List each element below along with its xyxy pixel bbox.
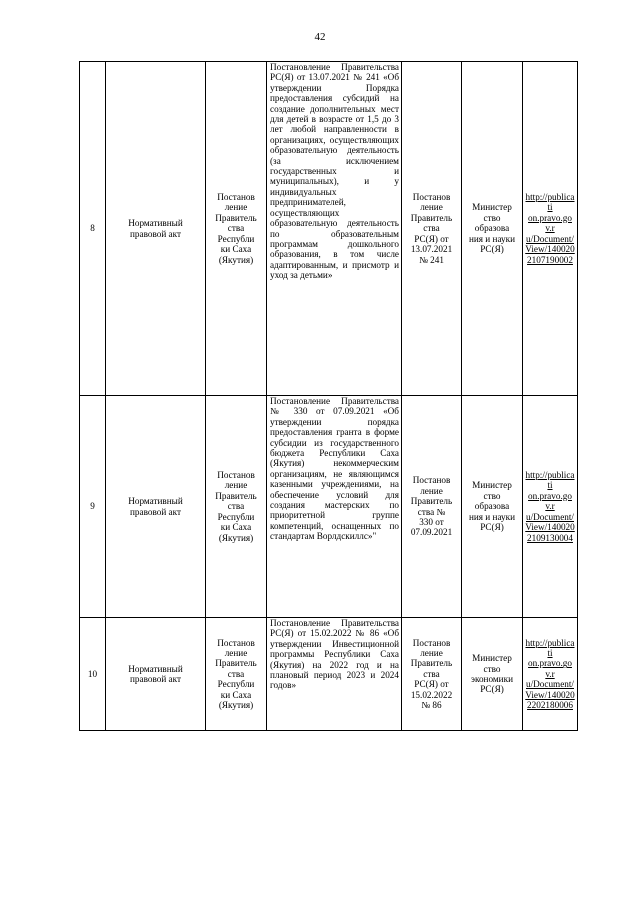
act-link-cell xyxy=(523,618,578,731)
act-type: Нормативный правовой акт xyxy=(106,396,206,618)
act-link[interactable]: http://publicati on.pravo.gov.r u/Document/ View/140020 2107190002 xyxy=(525,192,575,265)
table-row xyxy=(80,618,578,731)
responsible-ministry: Министер ство образова ния и науки РС(Я) xyxy=(462,396,523,618)
act-description: Постановление Правительства № 330 от 07.09.2021 «Об утверждении порядка предоставления гранта в форме субсидии из государственного бюджета Республики Саха (Якутия) некоммерческим организациям, не являющимся казенными учреждениями, на обеспечение условий для создания мастерских по приоритетной группе компетенций, оснащенных по стандартам Ворлдскиллс»" xyxy=(267,396,402,618)
table-row xyxy=(80,396,578,618)
act-form: Постанов ление Правитель ства Республи ки Саха (Якутия) xyxy=(206,62,267,396)
act-form: Постанов ление Правитель ства Республи ки Саха (Якутия) xyxy=(206,618,267,731)
act-document: Постанов ление Правитель ства № 330 от 07.09.2021 xyxy=(402,396,462,618)
row-number: 9 xyxy=(80,396,106,618)
act-link[interactable]: http://publicati on.pravo.gov.r u/Document/ View/140020 2202180006 xyxy=(525,637,575,711)
table-row xyxy=(80,62,578,396)
act-type: Нормативный правовой акт xyxy=(106,62,206,396)
row-number: 8 xyxy=(80,62,106,396)
act-link-cell xyxy=(523,396,578,618)
act-type: Нормативный правовой акт xyxy=(106,618,206,731)
row-number: 10 xyxy=(80,618,106,731)
act-description: Постановление Правительства РС(Я) от 15.02.2022 № 86 «Об утверждении Инвестиционной программы Республики Саха (Якутия) на 2022 год и на плановый период 2023 и 2024 годов» xyxy=(267,618,402,731)
act-link[interactable]: http://publicati on.pravo.gov.r u/Document/ View/140020 2109130004 xyxy=(525,470,575,543)
act-description: Постановление Правительства РС(Я) от 13.07.2021 № 241 «Об утверждении Порядка предоставления субсидий на создание дополнительных мест для детей в возрасте от 1,5 до 3 лет любой направленности в организациях, осуществляющих образовательную деятельность (за исключением государственных и муниципальных), и у индивидуальных предпринимателей, осуществляющих образовательную деятельность по образовательным программам дошкольного образования, в том числе адаптированным, и присмотр и уход за детьми» xyxy=(267,62,402,396)
act-document: Постанов ление Правитель ства РС(Я) от 15.02.2022 № 86 xyxy=(402,618,462,731)
act-document: Постанов ление Правитель ства РС(Я) от 13.07.2021 № 241 xyxy=(402,62,462,396)
page-number: 42 xyxy=(314,31,326,43)
act-link-cell xyxy=(523,62,578,396)
act-form: Постанов ление Правитель ства Республи ки Саха (Якутия) xyxy=(206,396,267,618)
responsible-ministry: Министер ство образова ния и науки РС(Я) xyxy=(462,62,523,396)
responsible-ministry: Министер ство экономики РС(Я) xyxy=(462,618,523,731)
acts-table xyxy=(79,61,578,731)
